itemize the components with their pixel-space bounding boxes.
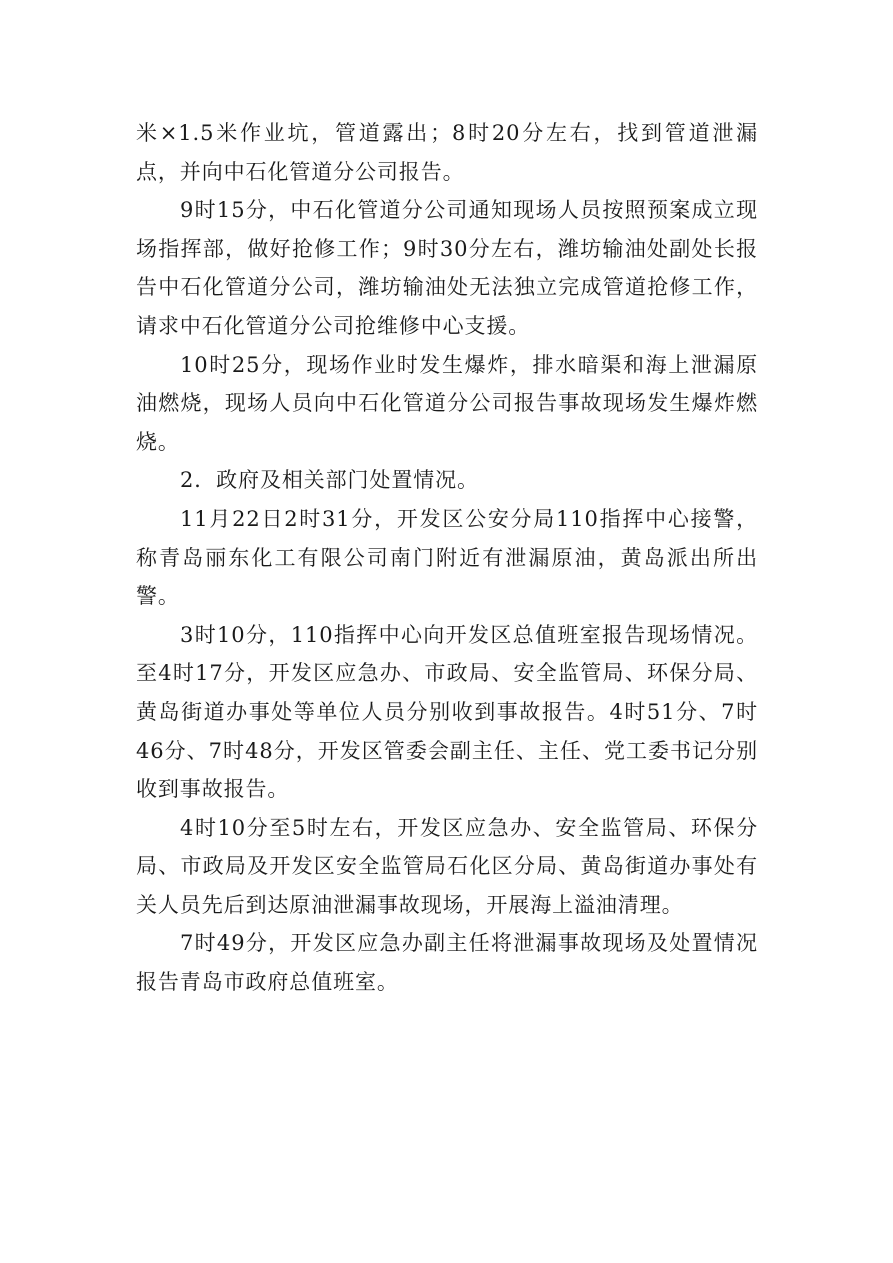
paragraph-0410: 4时10分至5时左右，开发区应急办、安全监管局、环保分局、市政局及开发区安全监管局石化区分局、黄岛街道办事处有关人员先后到达原油泄漏事故现场，开展海上溢油清理。 (136, 815, 758, 917)
paragraph-0310: 3时10分，110指挥中心向开发区总值班室报告现场情况。至4时17分，开发区应急办、市政局、安全监管局、环保分局、黄岛街道办事处等单位人员分别收到事故报告。4时51分、7时46分、7时48分，开发区管委会副主任、主任、党工委书记分别收到事故报告。 (136, 622, 758, 802)
paragraph-0915: 9时15分，中石化管道分公司通知现场人员按照预案成立现场指挥部，做好抢修工作；9时30分左右，潍坊输油处副处长报告中石化管道分公司，潍坊输油处无法独立完成管道抢修工作，请求中石化管道分公司抢维修中心支援。 (136, 198, 758, 338)
paragraph-1025: 10时25分，现场作业时发生爆炸，排水暗渠和海上泄漏原油燃烧，现场人员向中石化管道分公司报告事故现场发生爆炸燃烧。 (136, 352, 758, 454)
document-body (136, 114, 758, 1002)
paragraph-continuation: 米×1.5米作业坑，管道露出；8时20分左右，找到管道泄漏点，并向中石化管道分公司报告。 (136, 121, 758, 184)
paragraph-1122-0231: 11月22日2时31分，开发区公安分局110指挥中心接警，称青岛丽东化工有限公司南门附近有泄漏原油，黄岛派出所出警。 (136, 506, 758, 609)
paragraph-0749: 7时49分，开发区应急办副主任将泄漏事故现场及处置情况报告青岛市政府总值班室。 (136, 931, 758, 995)
section-heading-government-response: 2．政府及相关部门处置情况。 (180, 468, 479, 493)
